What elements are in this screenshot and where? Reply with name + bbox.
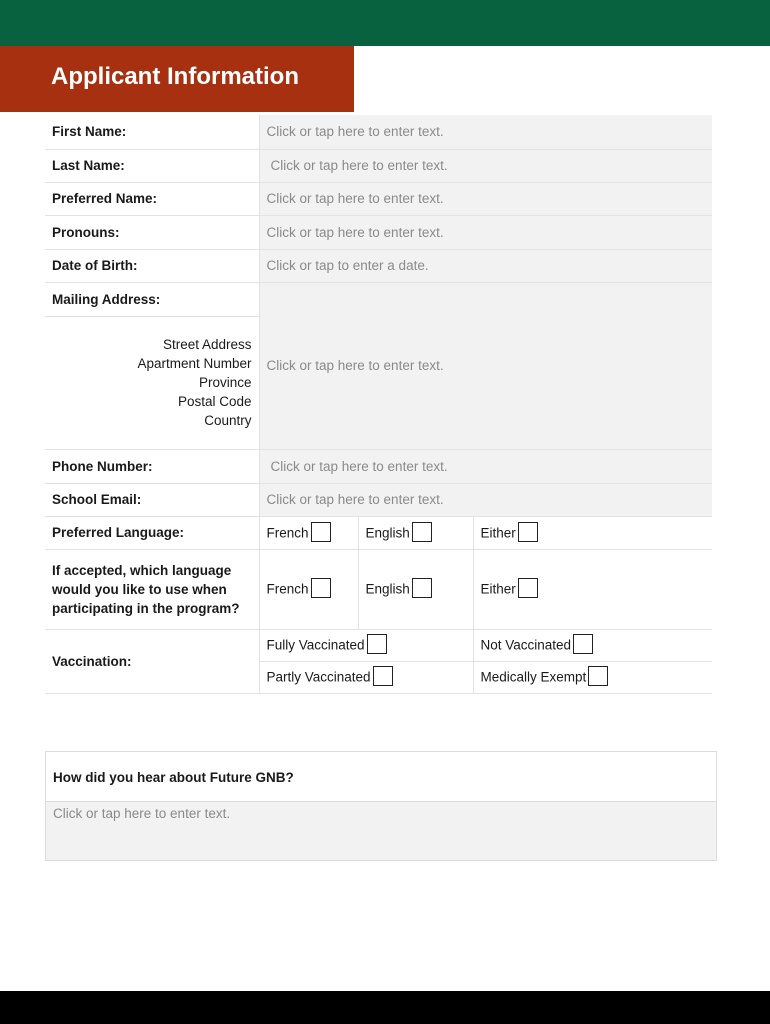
prog-lang-english-checkbox[interactable] — [412, 578, 432, 598]
prog-lang-french-option — [259, 549, 358, 629]
partly-vaccinated-label: Partly Vaccinated — [266, 669, 371, 685]
pref-lang-french-option — [259, 516, 358, 549]
row-preferred-language — [45, 516, 712, 549]
country-label: Country — [204, 413, 252, 428]
preferred-name-field[interactable]: Click or tap here to enter text. — [259, 182, 712, 215]
first-name-field[interactable]: Click or tap here to enter text. — [259, 115, 712, 149]
fully-vaccinated-option — [259, 629, 473, 661]
row-school-email — [45, 483, 712, 516]
bottom-footer-band — [0, 991, 770, 1024]
prog-lang-english-option — [358, 549, 473, 629]
prog-lang-french-checkbox[interactable] — [311, 578, 331, 598]
pronouns-field[interactable]: Click or tap here to enter text. — [259, 215, 712, 249]
applicant-form-table — [45, 115, 712, 694]
medically-exempt-checkbox[interactable] — [588, 666, 608, 686]
heard-about-field[interactable]: Click or tap here to enter text. — [46, 802, 716, 860]
row-phone-number — [45, 449, 712, 483]
row-first-name — [45, 115, 712, 149]
postal-code-label: Postal Code — [177, 394, 252, 409]
preferred-language-label: Preferred Language: — [45, 516, 259, 549]
top-header-band — [0, 0, 770, 46]
prog-lang-either-checkbox[interactable] — [518, 578, 538, 598]
not-vaccinated-label: Not Vaccinated — [480, 637, 572, 653]
pref-lang-either-label: Either — [480, 525, 516, 540]
pref-lang-french-label: French — [266, 525, 309, 540]
heard-about-section — [45, 751, 717, 861]
not-vaccinated-option — [473, 629, 712, 661]
last-name-label: Last Name: — [45, 149, 259, 182]
street-address-label: Street Address — [162, 337, 252, 352]
prog-lang-either-option — [473, 549, 712, 629]
row-program-language — [45, 549, 712, 629]
row-vaccination-1 — [45, 629, 712, 661]
prog-lang-french-label: French — [266, 581, 309, 597]
date-of-birth-field[interactable]: Click or tap to enter a date. — [259, 249, 712, 282]
province-label: Province — [198, 375, 252, 390]
pref-lang-either-option — [473, 516, 712, 549]
row-pronouns — [45, 215, 712, 249]
pronouns-label: Pronouns: — [45, 215, 259, 249]
pref-lang-english-label: English — [365, 525, 410, 540]
fully-vaccinated-label: Fully Vaccinated — [266, 637, 365, 653]
pref-lang-either-checkbox[interactable] — [518, 522, 538, 542]
partly-vaccinated-option — [259, 661, 473, 693]
partly-vaccinated-checkbox[interactable] — [373, 666, 393, 686]
row-preferred-name — [45, 182, 712, 215]
school-email-field[interactable]: Click or tap here to enter text. — [259, 483, 712, 516]
fully-vaccinated-checkbox[interactable] — [367, 634, 387, 654]
pref-lang-english-checkbox[interactable] — [412, 522, 432, 542]
prog-lang-english-label: English — [365, 581, 410, 597]
heard-about-question: How did you hear about Future GNB? — [46, 752, 716, 802]
apartment-number-label: Apartment Number — [137, 356, 252, 371]
vaccination-label: Vaccination: — [45, 629, 259, 693]
section-title: Applicant Information — [0, 46, 354, 112]
row-last-name — [45, 149, 712, 182]
phone-number-field[interactable]: Click or tap here to enter text. — [259, 449, 712, 483]
medically-exempt-label: Medically Exempt — [480, 669, 587, 685]
pref-lang-french-checkbox[interactable] — [311, 522, 331, 542]
mailing-address-label: Mailing Address: — [45, 282, 259, 316]
not-vaccinated-checkbox[interactable] — [573, 634, 593, 654]
address-parts-labels — [45, 316, 259, 449]
mailing-address-field[interactable]: Click or tap here to enter text. — [259, 282, 712, 449]
phone-number-label: Phone Number: — [45, 449, 259, 483]
row-mailing-address — [45, 282, 712, 316]
program-language-label: If accepted, which language would you like to use when participating in the program? — [45, 549, 259, 629]
date-of-birth-label: Date of Birth: — [45, 249, 259, 282]
preferred-name-label: Preferred Name: — [45, 182, 259, 215]
medically-exempt-option — [473, 661, 712, 693]
first-name-label: First Name: — [45, 115, 259, 149]
prog-lang-either-label: Either — [480, 581, 516, 597]
row-date-of-birth — [45, 249, 712, 282]
pref-lang-english-option — [358, 516, 473, 549]
school-email-label: School Email: — [45, 483, 259, 516]
last-name-field[interactable]: Click or tap here to enter text. — [259, 149, 712, 182]
